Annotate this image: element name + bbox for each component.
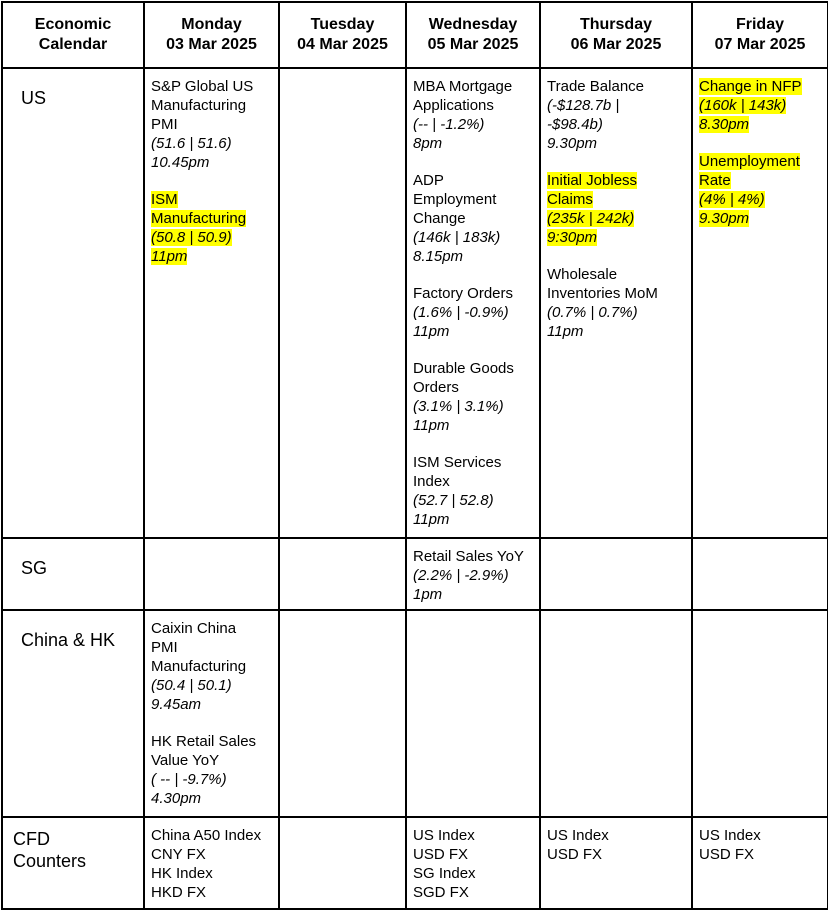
- us-tuesday: [279, 68, 406, 538]
- sg-friday: [692, 538, 828, 610]
- event-sg-retail-sales: Retail Sales YoY (2.2% | -2.9%) 1pm: [413, 548, 524, 603]
- header-corner: Economic Calendar: [2, 2, 144, 68]
- event-wholesale-inventories: Wholesale Inventories MoM (0.7% | 0.7%) 11pm: [547, 266, 658, 340]
- header-monday: Monday 03 Mar 2025: [144, 2, 279, 68]
- sg-wednesday: [406, 538, 540, 610]
- row-label-us: US: [2, 68, 144, 538]
- cfd-item: HK Index: [151, 865, 213, 882]
- economic-calendar-table: [1, 1, 828, 910]
- cfd-item: HKD FX: [151, 884, 207, 901]
- cfd-item: US Index: [413, 827, 475, 844]
- event-ism-services: ISM Services Index (52.7 | 52.8) 11pm: [413, 454, 502, 528]
- cfd-item: CNY FX: [151, 846, 206, 863]
- row-label-china-hk: China & HK: [2, 610, 144, 817]
- row-label-sg: SG: [2, 538, 144, 610]
- event-factory-orders: Factory Orders (1.6% | -0.9%) 11pm: [413, 285, 514, 340]
- cfd-thursday: [540, 817, 692, 909]
- event-caixin-pmi: Caixin China PMI Manufacturing (50.4 | 50.1) 9.45am: [151, 620, 247, 713]
- event-mba-mortgage: MBA Mortgage Applications (-- | -1.2%) 8pm: [413, 78, 513, 152]
- china-friday: [692, 610, 828, 817]
- china-tuesday: [279, 610, 406, 817]
- cfd-item: SG Index: [413, 865, 476, 882]
- sg-tuesday: [279, 538, 406, 610]
- sg-monday: [144, 538, 279, 610]
- event-initial-jobless-claims: Initial Jobless Claims (235k | 242k) 9:30pm: [547, 172, 638, 246]
- us-monday: [144, 68, 279, 538]
- cfd-item: US Index: [699, 827, 761, 844]
- row-china-hk: [2, 610, 828, 817]
- china-thursday: [540, 610, 692, 817]
- cfd-item: China A50 Index: [151, 827, 262, 844]
- cfd-friday: [692, 817, 828, 909]
- us-friday: [692, 68, 828, 538]
- us-wednesday: [406, 68, 540, 538]
- header-tuesday: Tuesday 04 Mar 2025: [279, 2, 406, 68]
- cfd-monday: [144, 817, 279, 909]
- china-monday: [144, 610, 279, 817]
- header-friday: Friday 07 Mar 2025: [692, 2, 828, 68]
- cfd-item: SGD FX: [413, 884, 469, 901]
- header-wednesday: Wednesday 05 Mar 2025: [406, 2, 540, 68]
- header-thursday: Thursday 06 Mar 2025: [540, 2, 692, 68]
- china-wednesday: [406, 610, 540, 817]
- row-us: [2, 68, 828, 538]
- cfd-item: US Index: [547, 827, 609, 844]
- sg-thursday: [540, 538, 692, 610]
- cfd-item: USD FX: [699, 846, 755, 863]
- cfd-wednesday: [406, 817, 540, 909]
- row-cfd-counters: [2, 817, 828, 909]
- event-change-in-nfp: Change in NFP (160k | 143k) 8.30pm: [699, 78, 802, 133]
- event-ism-manufacturing: ISM Manufacturing (50.8 | 50.9) 11pm: [151, 191, 247, 265]
- row-sg: [2, 538, 828, 610]
- row-label-cfd: CFD Counters: [2, 817, 144, 909]
- event-unemployment-rate: Unemployment Rate (4% | 4%) 9.30pm: [699, 153, 800, 227]
- event-adp-employment: ADP Employment Change (146k | 183k) 8.15pm: [413, 172, 501, 265]
- event-sp-global-pmi: S&P Global US Manufacturing PMI (51.6 | 51.6) 10.45pm: [151, 78, 254, 171]
- cfd-item: USD FX: [413, 846, 469, 863]
- cfd-item: USD FX: [547, 846, 603, 863]
- event-durable-goods: Durable Goods Orders (3.1% | 3.1%) 11pm: [413, 360, 514, 434]
- event-hk-retail-sales: HK Retail Sales Value YoY ( -- | -9.7%) 4.30pm: [151, 733, 257, 807]
- cfd-tuesday: [279, 817, 406, 909]
- event-trade-balance: Trade Balance (-$128.7b | -$98.4b) 9.30pm: [547, 78, 645, 152]
- header-row: [2, 2, 828, 68]
- us-thursday: [540, 68, 692, 538]
